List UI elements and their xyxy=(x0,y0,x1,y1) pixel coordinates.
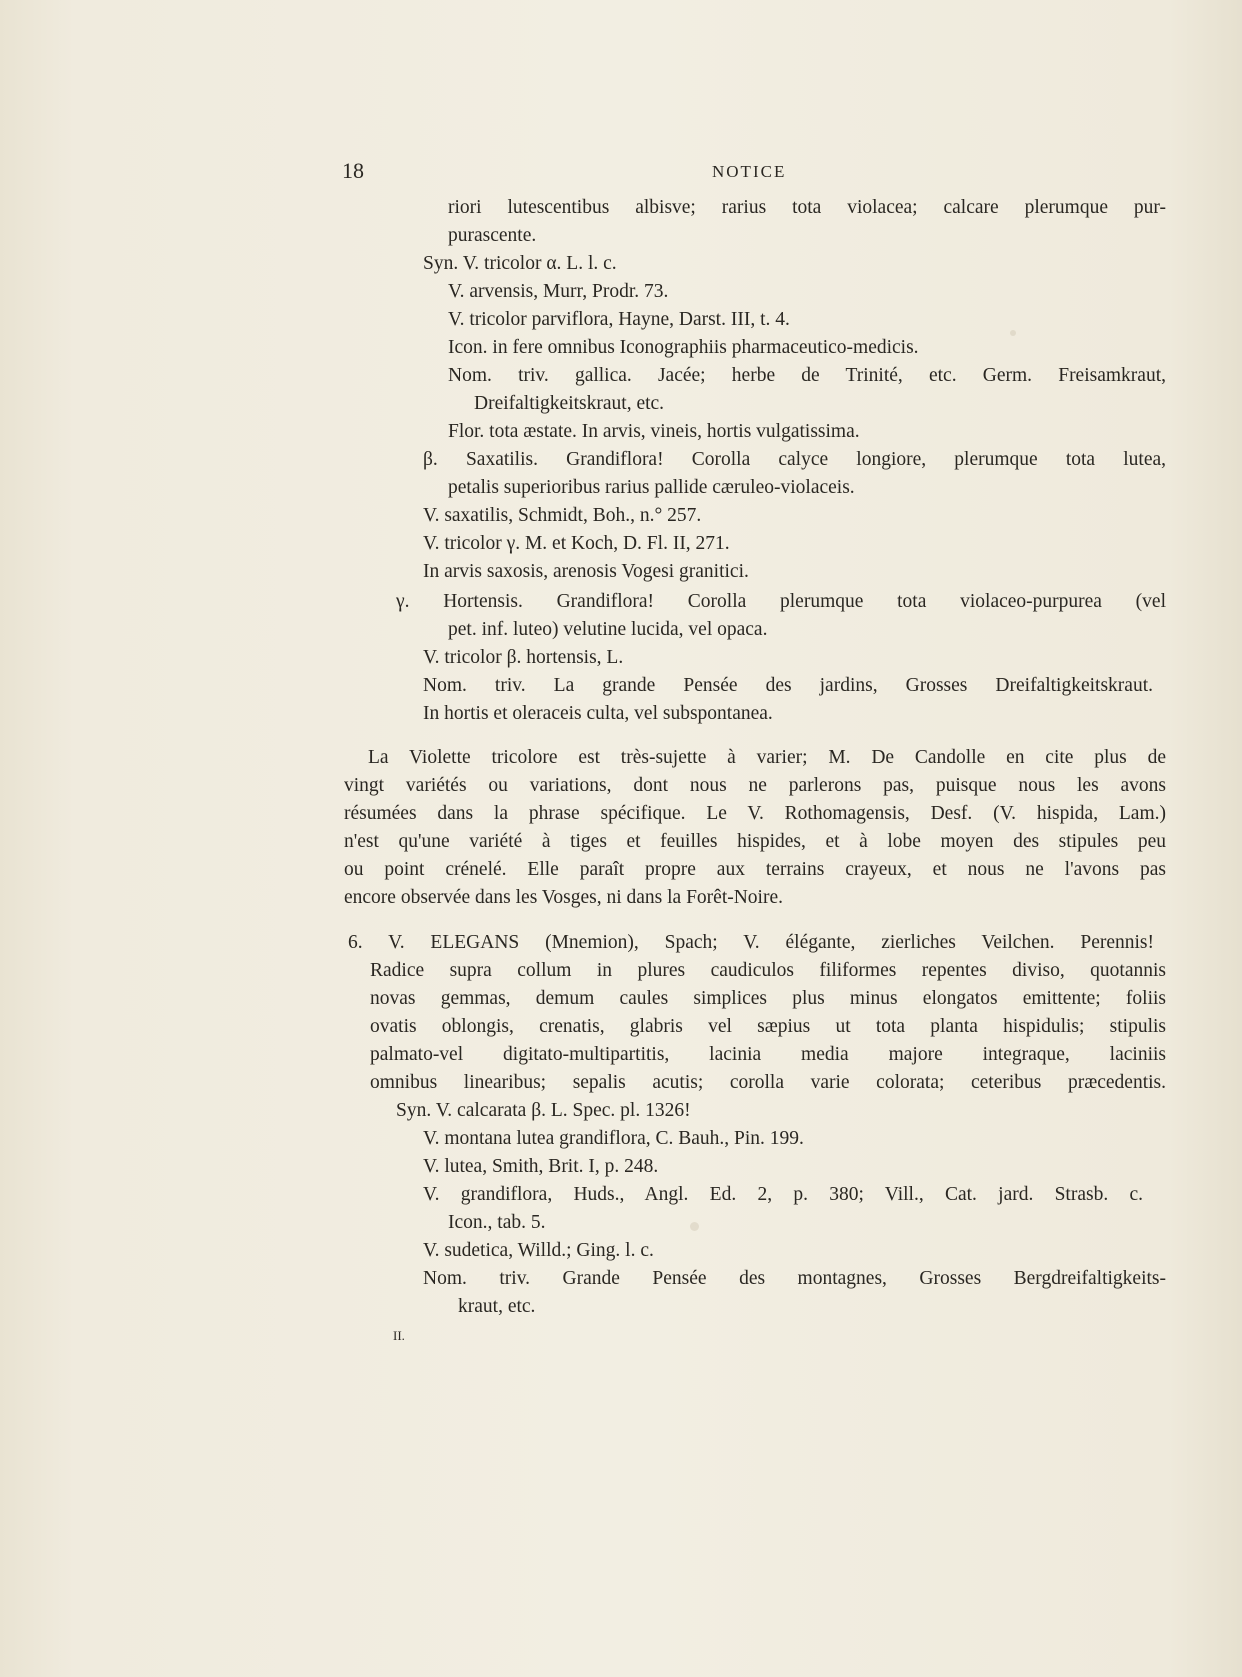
paper-stain xyxy=(1010,330,1016,336)
text-line: Flor. tota æstate. In arvis, vineis, hortis vulgatissima. xyxy=(448,421,860,442)
text-line: ou point crénelé. Elle paraît propre aux terrains crayeux, et nous ne l'avons pas xyxy=(344,859,1166,880)
text-line: 6. V. ELEGANS (Mnemion), Spach; V. élégante, zierliches Veilchen. Perennis! xyxy=(348,932,1154,953)
text-line: V. saxatilis, Schmidt, Boh., n.° 257. xyxy=(423,505,702,526)
text-line: V. tricolor parviflora, Hayne, Darst. III, t. 4. xyxy=(448,309,790,330)
text-line: In hortis et oleraceis culta, vel subspontanea. xyxy=(423,703,773,724)
text-line: petalis superioribus rarius pallide cæruleo-violaceis. xyxy=(448,477,855,498)
text-line: résumées dans la phrase spécifique. Le V. Rothomagensis, Desf. (V. hispida, Lam.) xyxy=(344,803,1166,824)
text-line: Syn. V. calcarata β. L. Spec. pl. 1326! xyxy=(396,1100,691,1121)
text-line: Nom. triv. gallica. Jacée; herbe de Trinité, etc. Germ. Freisamkraut, xyxy=(448,365,1166,386)
text-line: encore observée dans les Vosges, ni dans la Forêt-Noire. xyxy=(344,887,783,908)
text-line: purascente. xyxy=(448,225,537,246)
text-line: V. tricolor γ. M. et Koch, D. Fl. II, 271. xyxy=(423,533,730,554)
text-line: pet. inf. luteo) velutine lucida, vel opaca. xyxy=(448,619,768,640)
text-line: V. lutea, Smith, Brit. I, p. 248. xyxy=(423,1156,659,1177)
text-line: V. montana lutea grandiflora, C. Bauh., Pin. 199. xyxy=(423,1128,804,1149)
text-line: riori lutescentibus albisve; rarius tota violacea; calcare plerumque pur- xyxy=(448,197,1166,218)
text-line: kraut, etc. xyxy=(458,1296,536,1317)
text-line: Syn. V. tricolor α. L. l. c. xyxy=(423,253,617,274)
text-line: novas gemmas, demum caules simplices plus minus elongatos emittente; foliis xyxy=(370,988,1166,1009)
text-line: omnibus linearibus; sepalis acutis; corolla varie colorata; ceteribus præcedentis. xyxy=(370,1072,1166,1093)
text-line: Nom. triv. La grande Pensée des jardins, Grosses Dreifaltigkeitskraut. xyxy=(423,675,1153,696)
signature-mark: II. xyxy=(393,1328,405,1343)
text-line: palmato-vel digitato-multipartitis, lacinia media majore integraque, laciniis xyxy=(370,1044,1166,1065)
text-line: V. tricolor β. hortensis, L. xyxy=(423,647,624,668)
text-line: ovatis oblongis, crenatis, glabris vel sæpius ut tota planta hispidulis; stipulis xyxy=(370,1016,1166,1037)
text-line: Radice supra collum in plures caudiculos filiformes repentes diviso, quotannis xyxy=(370,960,1166,981)
text-line: Nom. triv. Grande Pensée des montagnes, Grosses Bergdreifaltigkeits- xyxy=(423,1268,1166,1289)
text-line: Icon. in fere omnibus Iconographiis pharmaceutico-medicis. xyxy=(448,337,919,358)
text-line: V. grandiflora, Huds., Angl. Ed. 2, p. 380; Vill., Cat. jard. Strasb. c. xyxy=(423,1184,1143,1205)
text-line: In arvis saxosis, arenosis Vogesi granitici. xyxy=(423,561,749,582)
paper-stain xyxy=(690,1222,699,1231)
page-number: 18 xyxy=(342,158,364,183)
text-line: V. sudetica, Willd.; Ging. l. c. xyxy=(423,1240,654,1261)
text-line: vingt variétés ou variations, dont nous ne parlerons pas, puisque nous les avons xyxy=(344,775,1166,796)
text-line: Dreifaltigkeitskraut, etc. xyxy=(474,393,665,414)
running-head: NOTICE xyxy=(712,162,787,181)
text-line: V. arvensis, Murr, Prodr. 73. xyxy=(448,281,669,302)
text-line: n'est qu'une variété à tiges et feuilles hispides, et à lobe moyen des stipules peu xyxy=(344,831,1166,852)
text-line: Icon., tab. 5. xyxy=(448,1212,546,1233)
page-header xyxy=(0,158,1242,188)
text-line: La Violette tricolore est très-sujette à varier; M. De Candolle en cite plus de xyxy=(368,747,1166,768)
text-line: γ. Hortensis. Grandiflora! Corolla plerumque tota violaceo-purpurea (vel xyxy=(396,591,1166,612)
text-line: β. Saxatilis. Grandiflora! Corolla calyce longiore, plerumque tota lutea, xyxy=(423,449,1166,470)
